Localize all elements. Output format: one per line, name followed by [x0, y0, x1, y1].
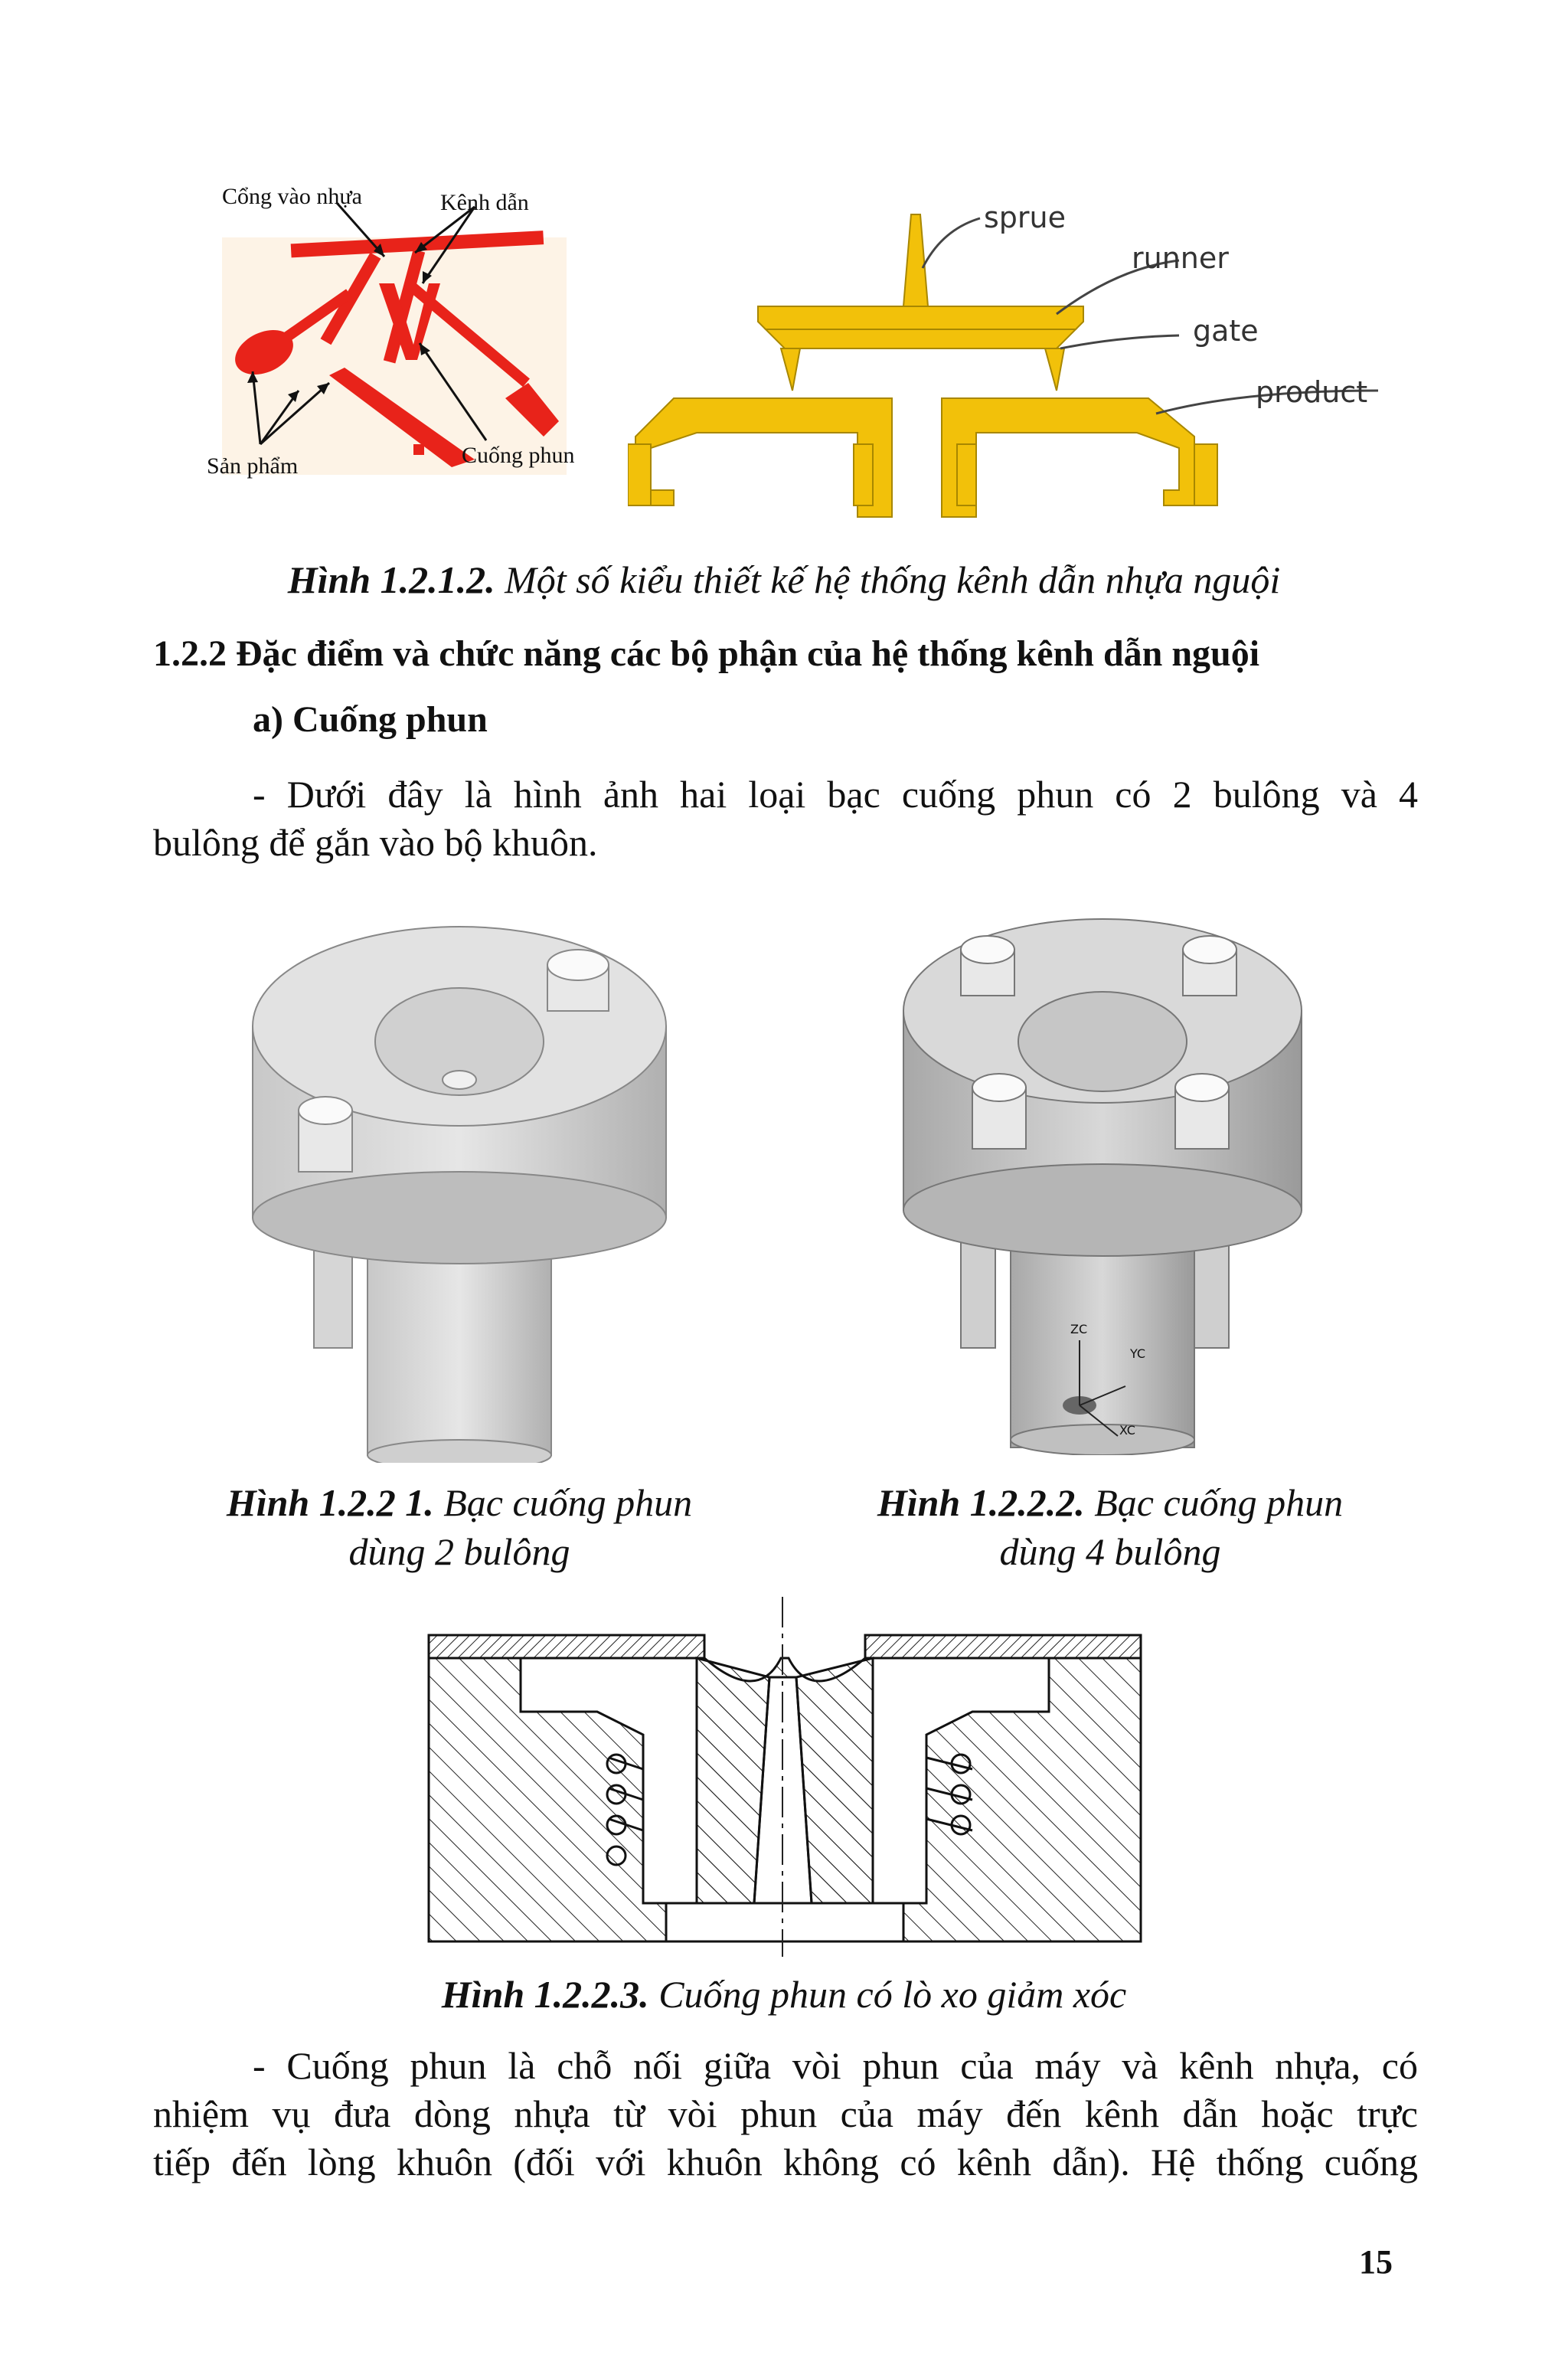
paragraph2-line1: - Cuống phun là chỗ nối giữa vòi phun của máy và kênh nhựa, có [253, 2044, 1418, 2087]
bushing-2-bolt-drawing [245, 911, 689, 1463]
subheading: a) Cuống phun [253, 699, 488, 740]
paragraph1-line2: bulông để gắn vào bộ khuôn. [153, 821, 598, 864]
paragraph1-line1: - Dưới đây là hình ảnh hai loại bạc cuống phun có 2 bulông và 4 [253, 773, 1418, 816]
figure1-caption-text: Một số kiểu thiết kế hệ thống kênh dẫn nhựa nguội [505, 558, 1281, 601]
label-en-runner: runner [1132, 241, 1229, 275]
axis-label-yc: YC [1130, 1346, 1146, 1361]
figure-red-runner [222, 168, 574, 490]
paragraph2-line3: tiếp đến lòng khuôn (đối với khuôn không có kênh dẫn). Hệ thống cuống [153, 2141, 1418, 2183]
paragraph2-line2: nhiệm vụ đưa dòng nhựa từ vòi phun của máy đến kênh dẫn hoặc trực [153, 2092, 1418, 2135]
figure1-caption [0, 558, 1568, 602]
label-runner: Kênh dẫn [440, 190, 529, 215]
figure2a-caption-number: Hình 1.2.2 1. [226, 1481, 434, 1524]
label-en-sprue: sprue [984, 201, 1067, 234]
axis-label-zc: ZC [1070, 1322, 1088, 1336]
spring-sprue-drawing [421, 1597, 1148, 1957]
axis-label-xc: XC [1119, 1423, 1135, 1438]
label-sprue: Cuống phun [462, 443, 575, 468]
figure2b-caption-line1: Bạc cuống phun [1094, 1481, 1344, 1524]
yellow-runner-drawing [628, 184, 1439, 536]
figure2a-caption-line1: Bạc cuống phun [443, 1481, 693, 1524]
figure2b-caption [804, 1478, 1416, 1576]
figure2b-caption-number: Hình 1.2.2.2. [877, 1481, 1085, 1524]
bushing-4-bolt-drawing [896, 904, 1325, 1455]
red-runner-drawing [222, 168, 574, 490]
figure3-caption-number: Hình 1.2.2.3. [441, 1973, 649, 2016]
figure2a-caption [153, 1478, 766, 1576]
figure3-caption-text: Cuống phun có lò xo giảm xóc [658, 1973, 1127, 2016]
label-gate: Cổng vào nhựa [222, 184, 362, 209]
page-number: 15 [1359, 2243, 1393, 2281]
figure2b-caption-line2: dùng 4 bulông [999, 1530, 1221, 1573]
figure-bushing-2-bolt [245, 911, 689, 1463]
figure-yellow-runner [628, 184, 1439, 536]
figure2a-caption-line2: dùng 2 bulông [348, 1530, 570, 1573]
figure1-caption-number: Hình 1.2.1.2. [287, 558, 495, 601]
label-product: Sản phẩm [207, 453, 299, 479]
label-en-gate: gate [1193, 314, 1259, 348]
section-heading: 1.2.2 Đặc điểm và chức năng các bộ phận của hệ thống kênh dẫn nguội [153, 633, 1260, 674]
label-en-product: product [1256, 375, 1368, 409]
figure-spring-sprue [421, 1597, 1148, 1957]
figure3-caption [0, 1972, 1568, 2017]
figure-bushing-4-bolt [896, 904, 1325, 1455]
